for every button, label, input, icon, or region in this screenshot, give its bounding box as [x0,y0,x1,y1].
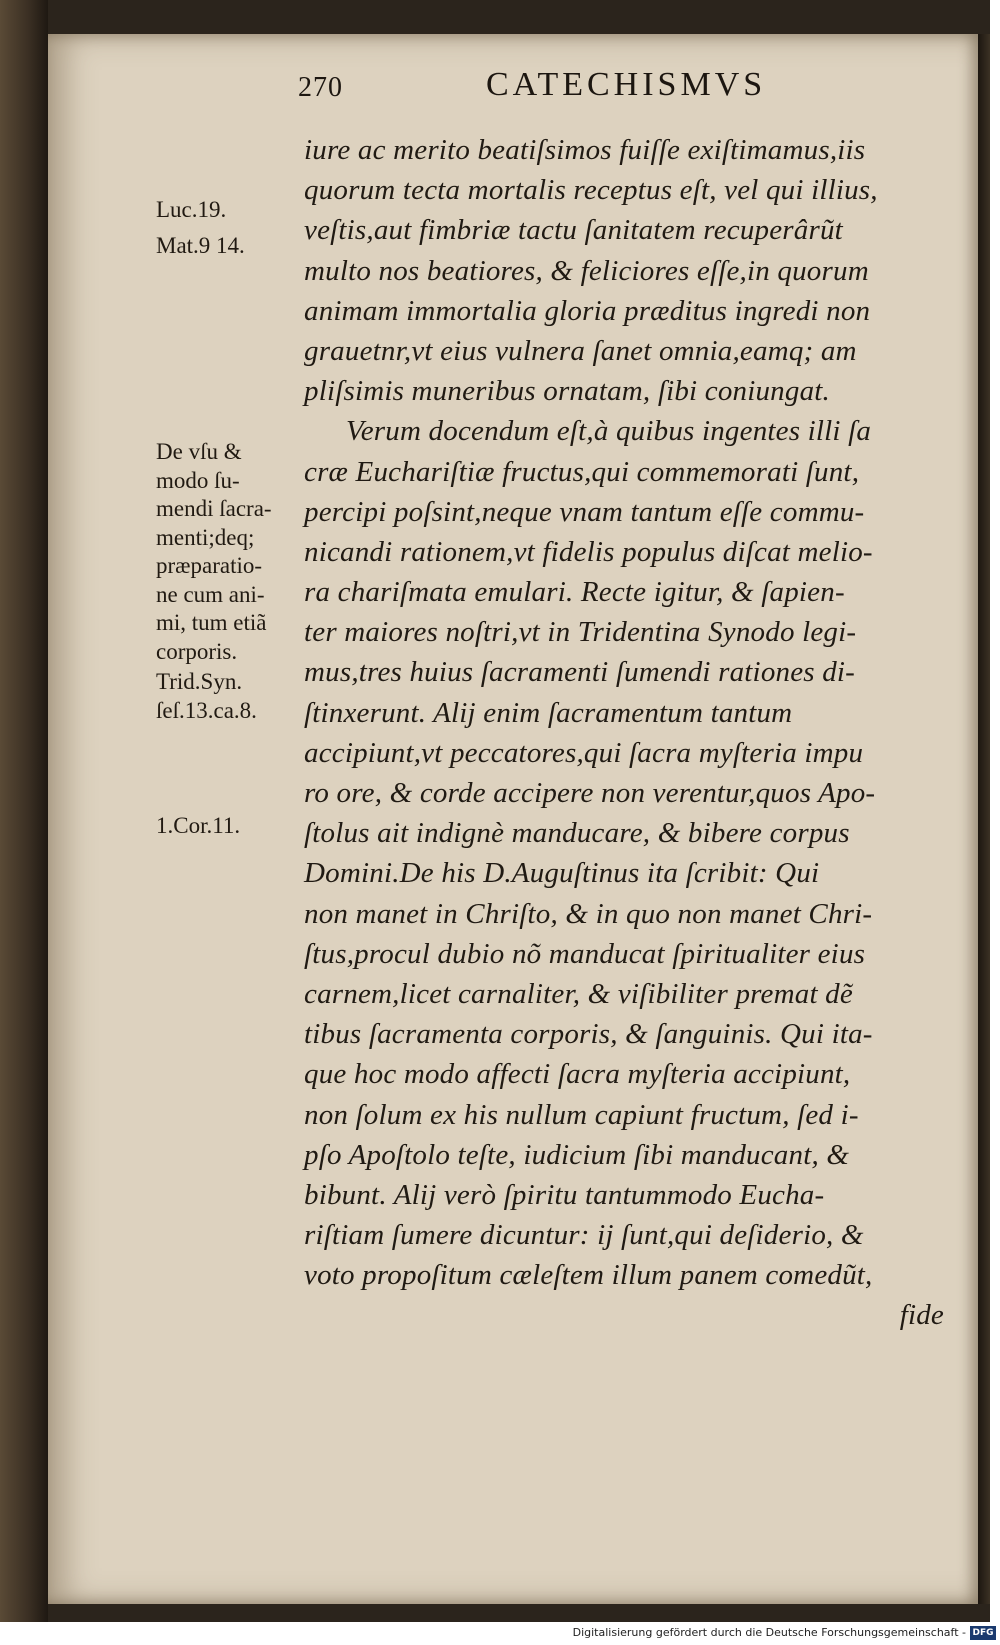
book-binding-edge [0,0,48,1622]
text-line: ro ore, & corde accipere non verentur,quos Apo- [304,777,876,809]
text-line: veſtis,aut fimbriæ tactu ſanitatem recuperârũt [304,214,843,247]
text-line: percipi poſsint,neque vnam tantum eſſe commu- [304,495,865,528]
catchword: fide [899,1299,944,1332]
margin-note-mat [156,232,296,261]
text-line: ra chariſmata emulari. Recte igitur, & ſapien- [304,576,845,609]
running-head: CATECHISMVS [486,66,767,103]
margin-line: modo ſu- [156,467,240,493]
text-line: non manet in Chriſto, & in quo non manet Chri- [304,897,873,930]
page-header [298,66,918,110]
text-line: ter maiores noſtri,vt in Tridentina Synodo legi- [304,616,857,649]
text-line: cræ Euchariſtiæ fructus,qui commemorati ſunt, [304,455,860,488]
margin-line: ne cum ani- [156,581,265,607]
margin-note-trid [156,668,296,725]
funding-notice: Digitalisierung gefördert durch die Deutsche Forschungsgemeinschaft - [572,1626,966,1639]
margin-line: corporis. [156,638,238,664]
margin-line: Mat.9 14. [156,233,245,258]
margin-line: Luc.19. [156,197,227,222]
text-line: multo nos beatiores, & feliciores eſſe,in quorum [304,254,869,287]
margin-note-cor [156,812,296,841]
text-line: ſtolus ait indignè manducare, & bibere corpus [304,817,850,850]
text-line: pſo Apoſtolo teſte, iudicium ſibi manducant, & [304,1138,850,1171]
text-line: quorum tecta mortalis receptus eſt, vel qui illius, [304,174,878,207]
margin-line: mi, tum etiã [156,610,267,635]
text-line: animam immortalia gloria præditus ingredi non [304,294,871,327]
margin-line: De vſu & [156,439,242,464]
margin-line: menti;deq; [156,524,255,550]
text-line: nicandi rationem,vt fidelis populus diſcat melio- [304,535,873,568]
text-line: ſtus,procul dubio nõ manducat ſpiritualiter eius [304,937,866,970]
margin-line: præparatio- [156,553,263,578]
margin-line: Trid.Syn. [156,669,243,694]
text-line: que hoc modo affecti ſacra myſteria accipiunt, [304,1058,851,1091]
text-line: pliſsimis muneribus ornatam, ſibi coniungat. [304,375,830,408]
text-line: tibus ſacramenta corporis, & ſanguinis. Qui ita- [304,1018,873,1051]
margin-note-de-usu [156,438,296,666]
text-line: voto propoſitum cæleſtem illum panem comedũt, [304,1259,873,1292]
text-line: bibunt. Alij verò ſpiritu tantummodo Eucha- [304,1178,825,1211]
text-line: Domini.De his D.Auguſtinus ita ſcribit: Qui [304,857,820,890]
margin-note-luc [156,196,296,225]
margin-line: mendi ſacra- [156,496,272,521]
text-line: ſtinxerunt. Alij enim ſacramentum tantum [304,696,793,729]
text-line: grauetnr,vt eius vulnera ſanet omnia,eamq; am [304,334,857,367]
dfg-logo: DFG [970,1626,996,1640]
page-edge-right [978,34,990,1604]
text-line: mus,tres huius ſacramenti ſumendi rationes di- [304,656,856,689]
text-line: Verum docendum eſt,à quibus ingentes illi ſa [346,415,872,448]
text-line: iure ac merito beatiſsimos fuiſſe exiſtimamus,iis [304,134,866,166]
margin-line: ſeſ.13.ca.8. [156,697,257,723]
body-text [304,130,954,1336]
text-line: accipiunt,vt peccatores,qui ſacra myſteria impu [304,736,864,769]
text-line: non ſolum ex his nullum capiunt fructum, ſed i- [304,1098,859,1131]
page-number: 270 [298,72,343,103]
margin-line: 1.Cor.11. [156,813,241,838]
text-line: riſtiam ſumere dicuntur: ij ſunt,qui deſiderio, & [304,1219,864,1252]
text-line: carnem,licet carnaliter, & viſibiliter premat dẽ [304,977,853,1010]
footer-bar [0,1622,1000,1645]
